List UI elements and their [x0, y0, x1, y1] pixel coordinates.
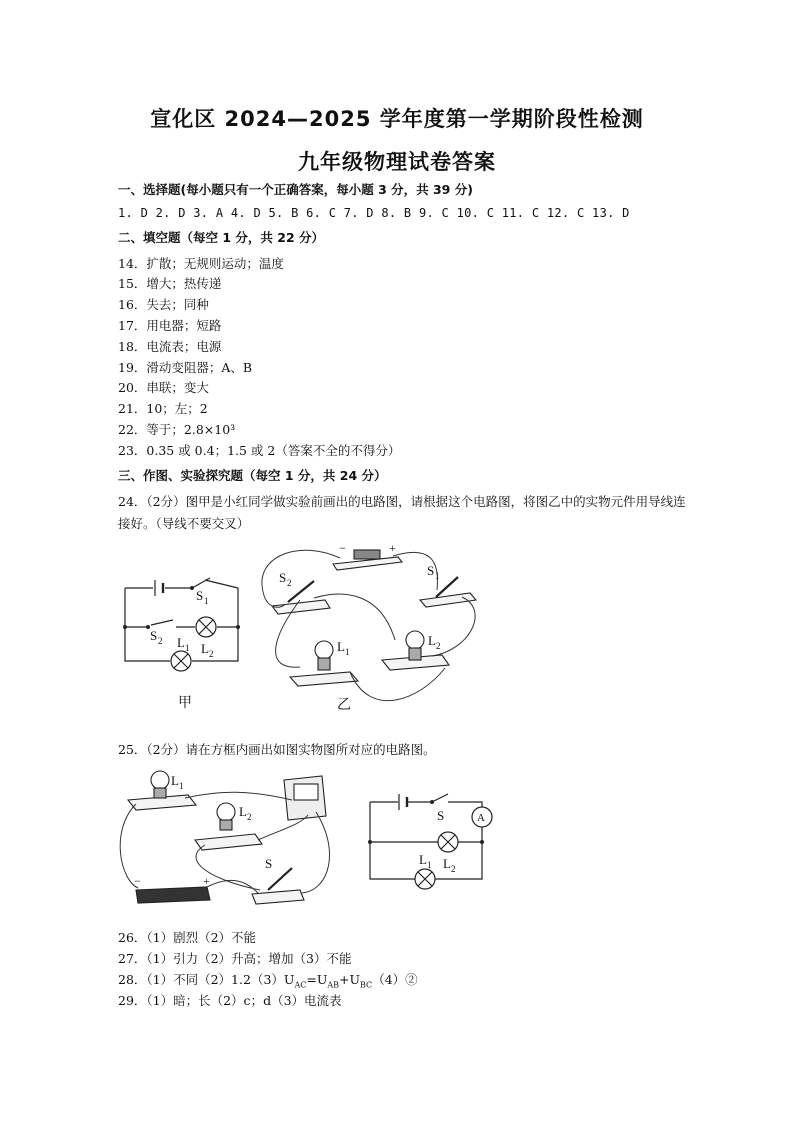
answer-28: 28．（1）不同$(2)1.2(3)U_{AC}=U_{AB}+U_{BC}(4)②$: [118, 972, 418, 990]
svg-text:S: S: [437, 808, 445, 823]
page-title: 宣化区 2024—2025 学年度第一学期阶段性检测: [150, 107, 644, 131]
label-l2: L: [201, 641, 209, 656]
svg-text:−: −: [134, 874, 141, 888]
question-25: 25．（2分）请在方框内画出如图实物图所对应的电路图。: [118, 742, 436, 757]
svg-text:2: 2: [158, 636, 163, 646]
section1-answers: 1. D 2. D 3. A 4. D 5. B 6. C 7. D 8. B 9. C 10. C 11. C 12. C 13. D: [118, 206, 630, 220]
label-l1: L: [177, 635, 185, 650]
svg-text:2: 2: [247, 812, 252, 822]
caption-yi: 乙: [337, 697, 351, 713]
physical-circuit-q25: [128, 771, 326, 904]
caption-jia: 甲: [178, 695, 192, 711]
svg-text:L: L: [443, 856, 451, 871]
svg-text:L: L: [428, 633, 436, 648]
svg-text:L: L: [337, 639, 345, 654]
svg-text:1: 1: [427, 860, 432, 870]
svg-text:1: 1: [185, 643, 190, 653]
answer-17: 17．用电器；短路: [118, 318, 222, 333]
answer-16: 16．失去；同种: [118, 297, 209, 312]
svg-text:1: 1: [204, 596, 209, 606]
label-s2: S: [150, 628, 158, 643]
answer-14: 14．扩散；无规则运动；温度: [118, 256, 284, 271]
answer-23: 23．0.35 或 0.4；1.5 或 2（答案不全的不得分）: [118, 443, 401, 458]
svg-text:S: S: [427, 563, 435, 578]
answer-26: 26．（1）剧烈（2）不能: [118, 930, 257, 945]
svg-text:L: L: [239, 804, 247, 819]
physical-circuit-yi: [272, 550, 476, 686]
question-24: 24．（2分）图甲是小红同学做实验前画出的电路图，请根据这个电路图，将图乙中的实物元件用导线连接好。（导线不要交叉）: [118, 494, 686, 531]
svg-text:−: −: [339, 541, 346, 555]
label-s1: S: [196, 588, 204, 603]
section1-heading: 一、选择题(每小题只有一个正确答案，每小题 3 分，共 39 分): [118, 182, 473, 197]
circuit-diagram-q25: [370, 794, 492, 889]
answer-21: 21．10；左；2: [118, 401, 208, 416]
answer-27: 27．（1）引力（2）升高；增加（3）不能: [118, 951, 352, 966]
svg-text:2: 2: [451, 864, 456, 874]
svg-text:L: L: [171, 773, 179, 788]
svg-text:S: S: [279, 570, 287, 585]
answer-18: 18．电流表；电源: [118, 339, 222, 354]
page-subtitle: 九年级物理试卷答案: [298, 150, 496, 174]
answer-19: 19．滑动变阻器；A、B: [118, 360, 253, 375]
section2-heading: 二、填空题（每空 1 分，共 22 分）: [118, 230, 325, 245]
svg-text:+: +: [389, 541, 396, 555]
svg-text:+: +: [203, 874, 210, 888]
svg-text:2: 2: [436, 641, 441, 651]
answer-20: 20．串联；变大: [118, 380, 209, 395]
answer-15: 15．增大；热传递: [118, 276, 222, 291]
answer-22: 22．等于；2.8×10³: [118, 422, 236, 437]
section3-heading: 三、作图、实验探究题（每空 1 分，共 24 分）: [118, 468, 387, 483]
svg-text:1: 1: [435, 571, 440, 581]
svg-text:2: 2: [287, 578, 292, 588]
svg-text:1: 1: [345, 647, 350, 657]
svg-text:2: 2: [209, 649, 214, 659]
svg-text:A: A: [477, 812, 485, 824]
svg-text:L: L: [419, 852, 427, 867]
answer-29: 29．（1）暗；长（2）c；d（3）电流表: [118, 993, 342, 1008]
svg-text:S: S: [265, 856, 273, 871]
svg-text:1: 1: [179, 781, 184, 791]
